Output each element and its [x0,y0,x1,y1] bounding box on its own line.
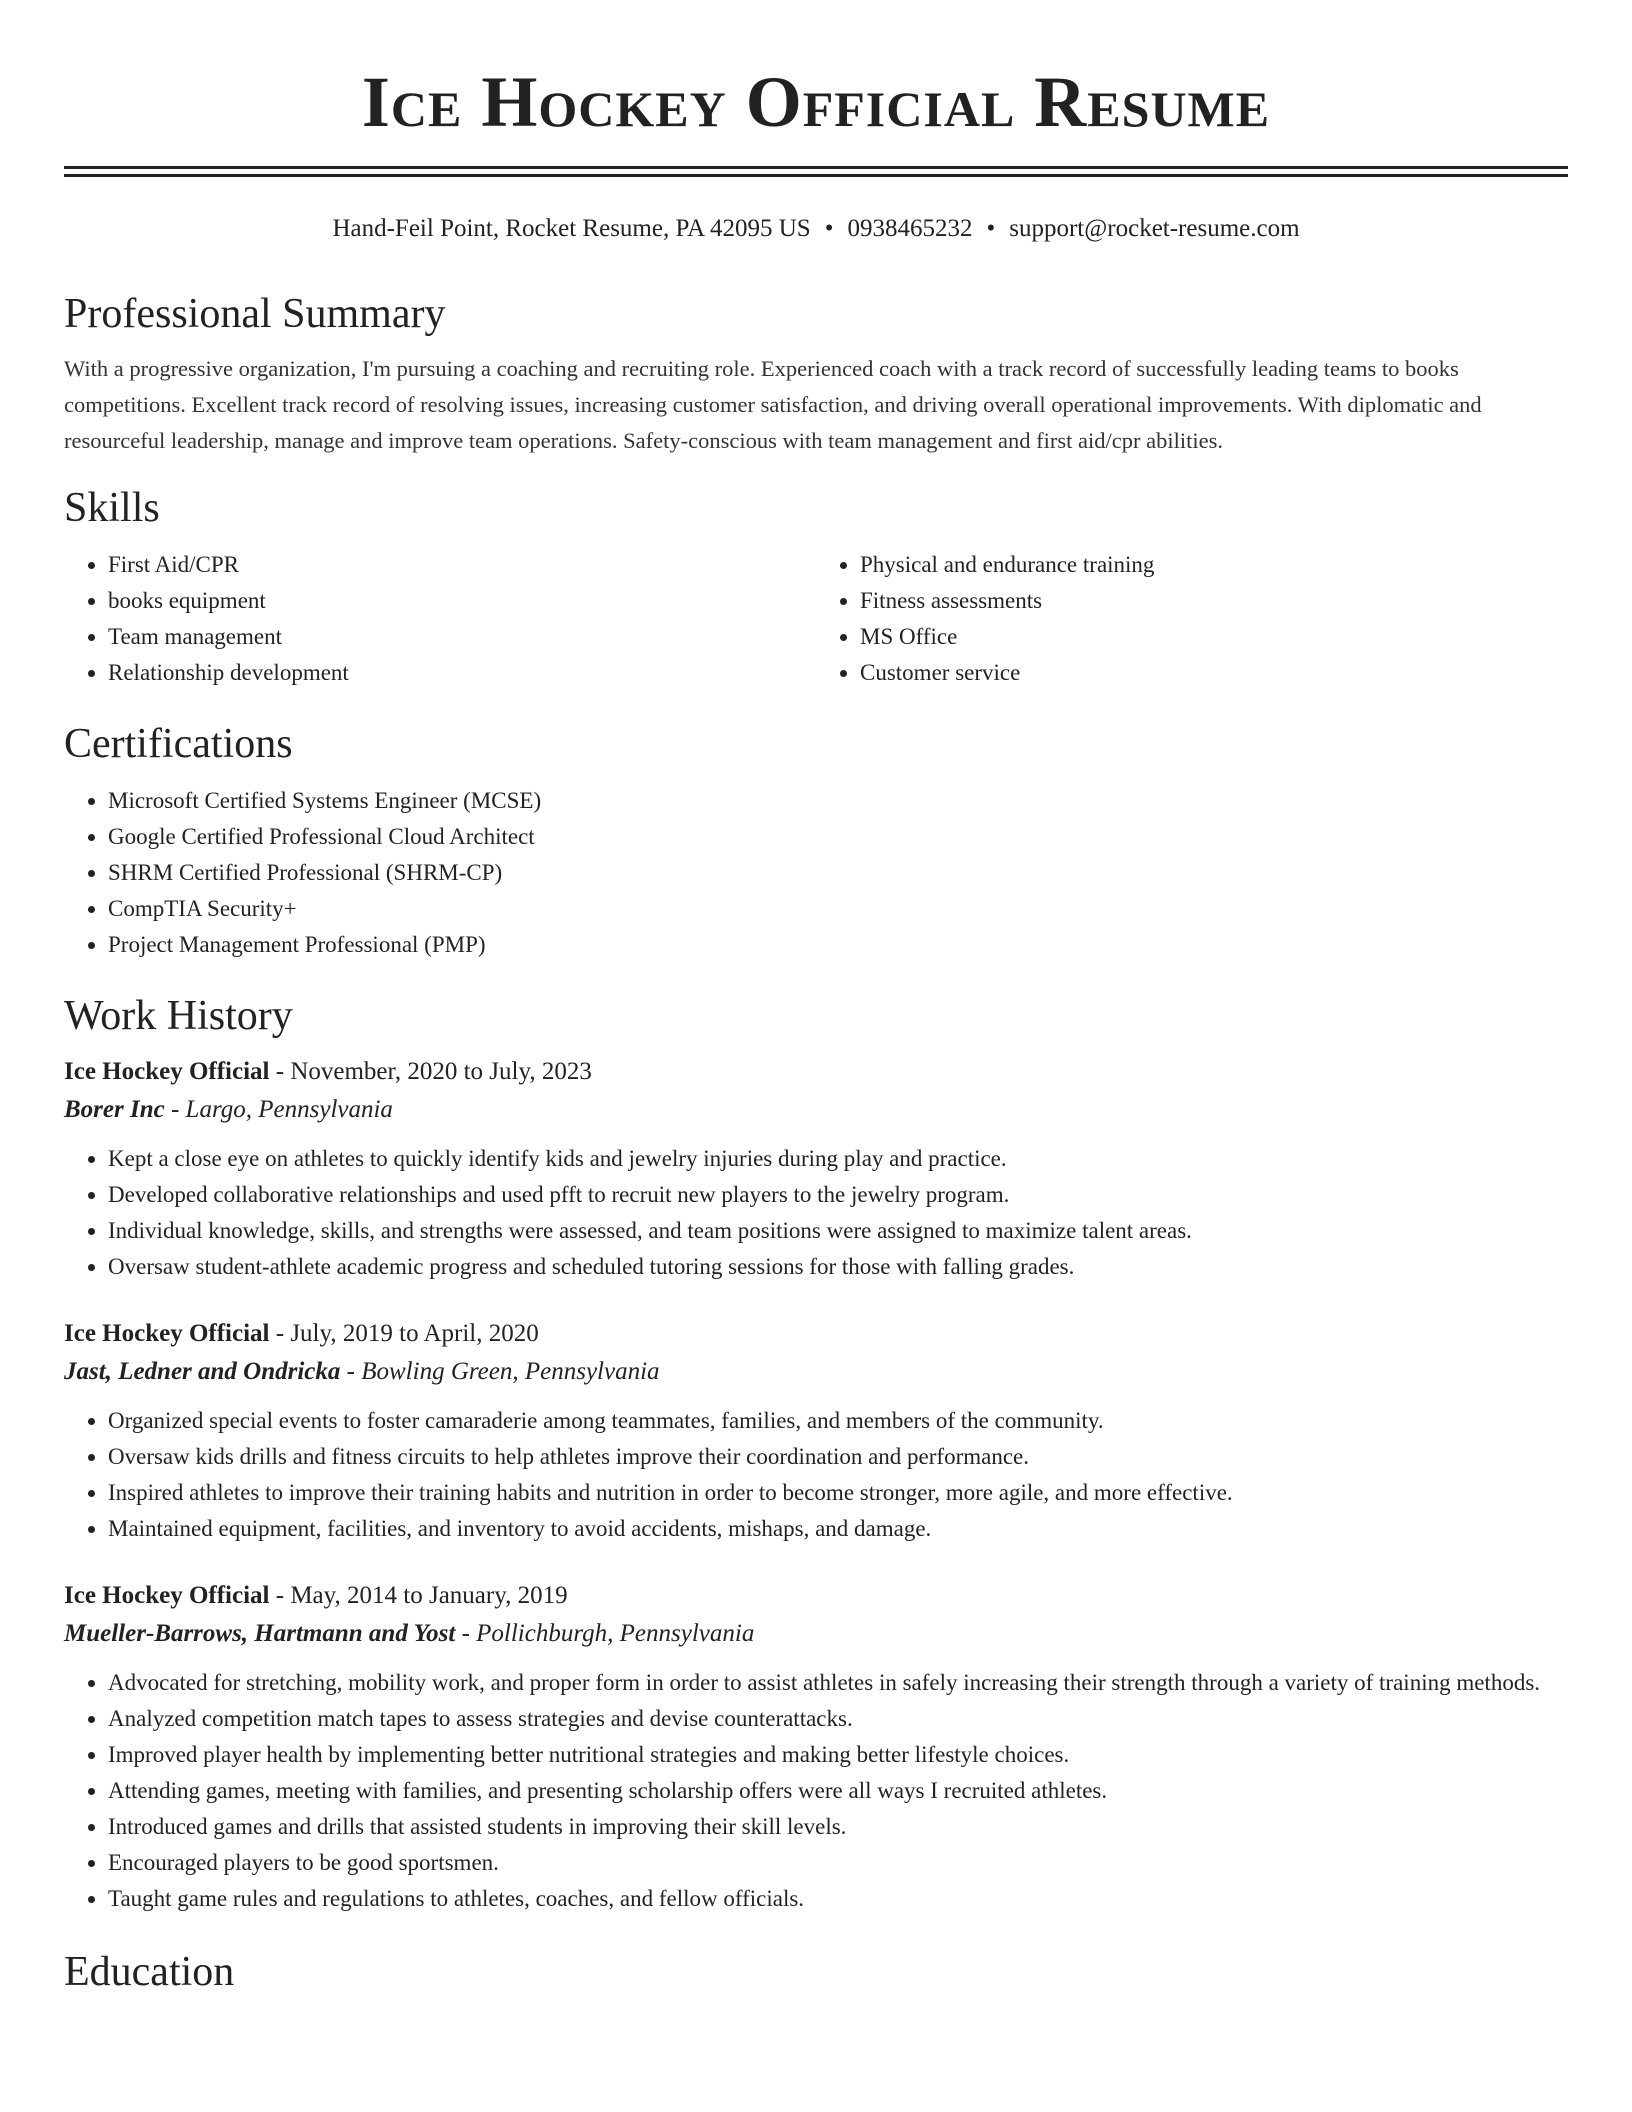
certifications-section [64,719,1568,963]
skill-item: • MS Office [860,619,1568,655]
certification-item: • SHRM Certified Professional (SHRM-CP) [108,855,1568,891]
job-employer-line [64,1091,1568,1129]
job-bullets [64,1403,1568,1547]
contact-email: support@rocket-resume.com [1009,215,1300,242]
job-employer-line [64,1353,1568,1391]
contact-address: Hand-Feil Point, Rocket Resume, PA 42095 US [332,215,811,242]
certification-item: • CompTIA Security+ [108,891,1568,927]
job-employer: Mueller-Barrows, Hartmann and Yost [64,1620,456,1647]
job-bullet: • Kept a close eye on athletes to quickly identify kids and jewelry injuries during play and practice. [108,1141,1568,1177]
skill-item: • First Aid/CPR [108,547,816,583]
job-bullet: • Encouraged players to be good sportsmen. [108,1845,1568,1881]
certification-item: • Microsoft Certified Systems Engineer (MCSE) [108,783,1568,819]
section-heading-education: Education [64,1949,235,1995]
skills-list-right [816,547,1568,691]
contact-line [64,213,1568,245]
job-title-line [64,1577,1568,1615]
job-bullet: • Individual knowledge, skills, and strengths were assessed, and team positions were assigned to maximize talent areas. [108,1213,1568,1249]
skill-item: • Customer service [860,655,1568,691]
job-bullet: • Oversaw student-athlete academic progress and scheduled tutoring sessions for those with falling grades. [108,1249,1568,1285]
job-dates: - May, 2014 to January, 2019 [269,1582,568,1609]
job-bullet: • Developed collaborative relationships and used pfft to recruit new players to the jewelry program. [108,1177,1568,1213]
job-title: Ice Hockey Official [64,1582,270,1609]
skill-item: • Physical and endurance training [860,547,1568,583]
job-title-line [64,1053,1568,1091]
certification-item: • Google Certified Professional Cloud Architect [108,819,1568,855]
section-heading-certifications: Certifications [64,721,293,767]
job-entry [64,1577,1568,1917]
skill-item: • Relationship development [108,655,816,691]
work-history-section [64,991,1568,1917]
job-bullet: • Analyzed competition match tapes to assess strategies and devise counterattacks. [108,1701,1568,1737]
job-bullet: • Inspired athletes to improve their training habits and nutrition in order to become stronger, more agile, and more effective. [108,1475,1568,1511]
job-bullet: • Maintained equipment, facilities, and inventory to avoid accidents, mishaps, and damage. [108,1511,1568,1547]
job-location: - Pollichburgh, Pennsylvania [455,1620,755,1647]
section-heading-skills: Skills [64,485,160,531]
skills-columns [64,547,1568,691]
job-title-line [64,1315,1568,1353]
skills-list-left [64,547,816,691]
contact-phone: 0938465232 [847,215,973,242]
job-bullet: • Introduced games and drills that assisted students in improving their skill levels. [108,1809,1568,1845]
section-heading-work: Work History [64,993,293,1039]
job-entry [64,1315,1568,1547]
skill-item: • books equipment [108,583,816,619]
job-bullet: • Improved player health by implementing better nutritional strategies and making better lifestyle choices. [108,1737,1568,1773]
title-double-rule [64,166,1568,177]
contact-separator: • [986,215,996,242]
skill-item: • Fitness assessments [860,583,1568,619]
job-title: Ice Hockey Official [64,1320,270,1347]
job-employer-line [64,1615,1568,1653]
job-location: - Bowling Green, Pennsylvania [340,1358,660,1385]
job-employer: Jast, Ledner and Ondricka [64,1358,341,1385]
job-dates: - July, 2019 to April, 2020 [269,1320,539,1347]
job-bullet: • Taught game rules and regulations to athletes, coaches, and fellow officials. [108,1881,1568,1917]
job-bullet: • Oversaw kids drills and fitness circuits to help athletes improve their coordination and performance. [108,1439,1568,1475]
skill-item: • Team management [108,619,816,655]
professional-summary-section [64,289,1568,459]
job-bullet: • Organized special events to foster camaraderie among teammates, families, and members of the community. [108,1403,1568,1439]
job-bullet: • Attending games, meeting with families, and presenting scholarship offers were all ways I recruited athletes. [108,1773,1568,1809]
certifications-list [64,783,1568,963]
job-bullets [64,1665,1568,1917]
contact-separator: • [824,215,834,242]
education-section [64,1947,1568,1997]
job-bullet: • Advocated for stretching, mobility work, and proper form in order to assist athletes in safely increasing their strength through a variety of training methods. [108,1665,1568,1701]
job-bullets [64,1141,1568,1285]
summary-text: With a progressive organization, I'm pursuing a coaching and recruiting role. Experienced coach with a track record of successfully leading teams to books competitions. Excellent track record of resolving issues, increasing customer satisfaction, and driving overall operational improvements. With diplomatic and resourceful leadership, manage and improve team operations. Safety-conscious with team management and first aid/cpr abilities. [64,356,1482,453]
job-dates: - November, 2020 to July, 2023 [269,1058,592,1085]
job-location: - Largo, Pennsylvania [164,1096,393,1123]
job-title: Ice Hockey Official [64,1058,270,1085]
resume-title: Ice Hockey Official Resume [361,62,1271,142]
job-employer: Borer Inc [64,1096,165,1123]
job-entry [64,1053,1568,1285]
certification-item: • Project Management Professional (PMP) [108,927,1568,963]
section-heading-summary: Professional Summary [64,291,446,337]
skills-section [64,483,1568,691]
